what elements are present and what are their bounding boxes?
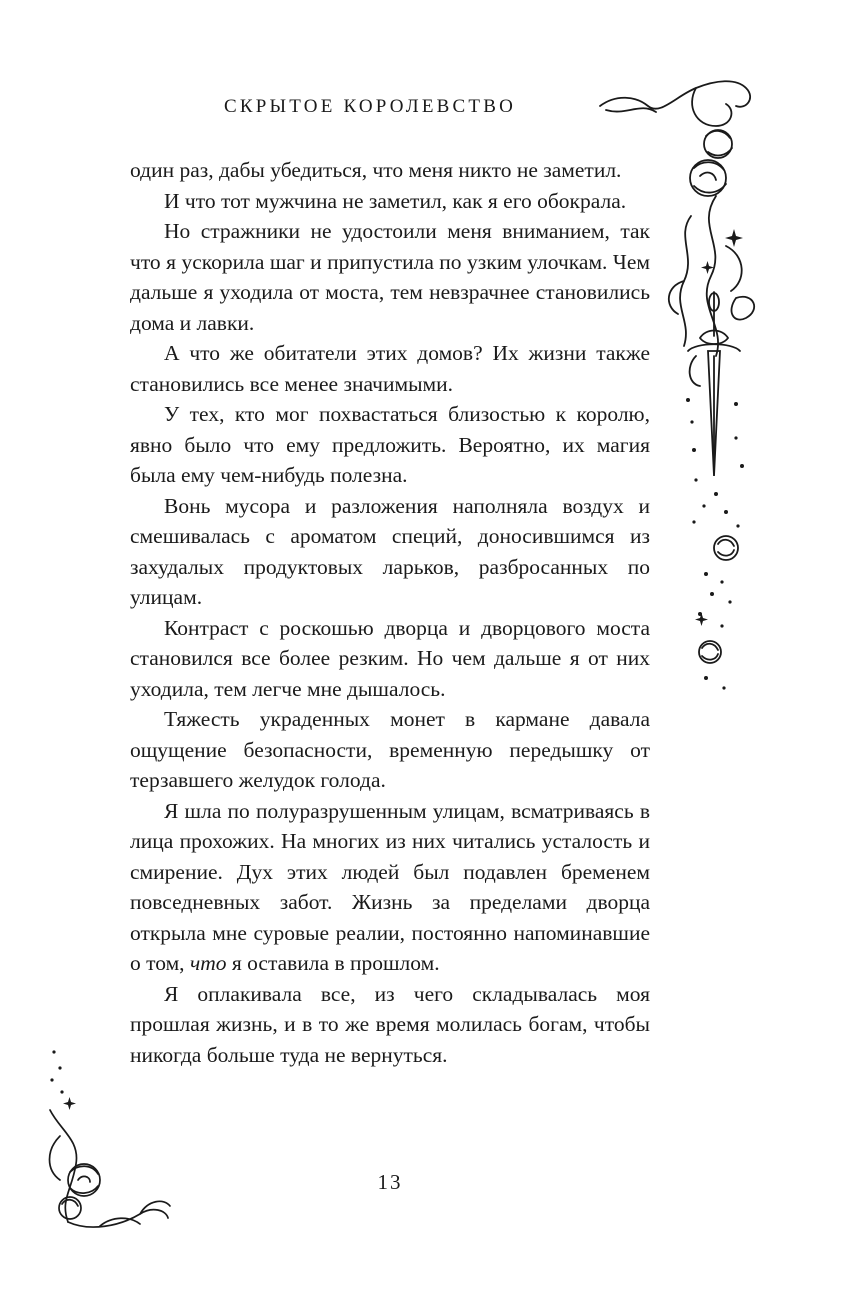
paragraph: А что же обитатели этих домов? Их жизни также становились все менее значимыми. [130, 341, 650, 396]
paragraph: И что тот мужчина не заметил, как я его обокрала. [164, 188, 627, 213]
paragraph: Контраст с роскошью дворца и дворцового моста становился все более резким. Но чем дальше я от них уходила, тем легче мне дышалось. [130, 615, 650, 701]
floral-corner-ornament-icon [40, 1040, 180, 1240]
page-number: 13 [377, 1170, 403, 1194]
emphasis-text: что [189, 951, 227, 975]
floral-dagger-vine-ornament-icon [596, 66, 766, 706]
paragraph: один раз, дабы убедиться, что меня никто не заметил. [130, 158, 622, 182]
paragraph [130, 796, 650, 979]
paragraph: У тех, кто мог похвастаться близостью к королю, явно было что ему предложить. Вероятно, их магия была ему чем-нибудь полезна. [130, 402, 650, 487]
paragraph: Я оплакивала все, из чего складывалась моя прошлая жизнь, и в то же время молилась богам, чтобы никогда больше туда не вернуться. [130, 981, 650, 1067]
paragraph: Но стражники не удостоили меня вниманием, так что я ускорила шаг и припустила по узким улочкам. Чем дальше я уходила от моста, тем невзрачнее становились дома и лавки. [130, 219, 650, 335]
running-title: СКРЫТОЕ КОРОЛЕВСТВО [223, 96, 517, 117]
paragraph: Вонь мусора и разложения наполняла воздух и смешивалась с ароматом специй, доносившимся из захудалых продуктовых ларьков, разбросанных по улицам. [130, 493, 650, 609]
paragraph-text: я оставила в прошлом. [226, 951, 440, 975]
paragraph-text: Я шла по полуразрушенным улицам, всматриваясь в лица прохожих. На многих из них читались усталость и смирение. Дух этих людей был подавлен бременем повседневных забот. Жизнь за пределами дворца открыла мне суровые реалии, постоянно напоминавшие о том, [130, 798, 650, 975]
paragraph: Тяжесть украденных монет в кармане давала ощущение безопасности, временную передышку от терзавшего желудок голода. [130, 707, 650, 792]
page-body [130, 155, 650, 1070]
